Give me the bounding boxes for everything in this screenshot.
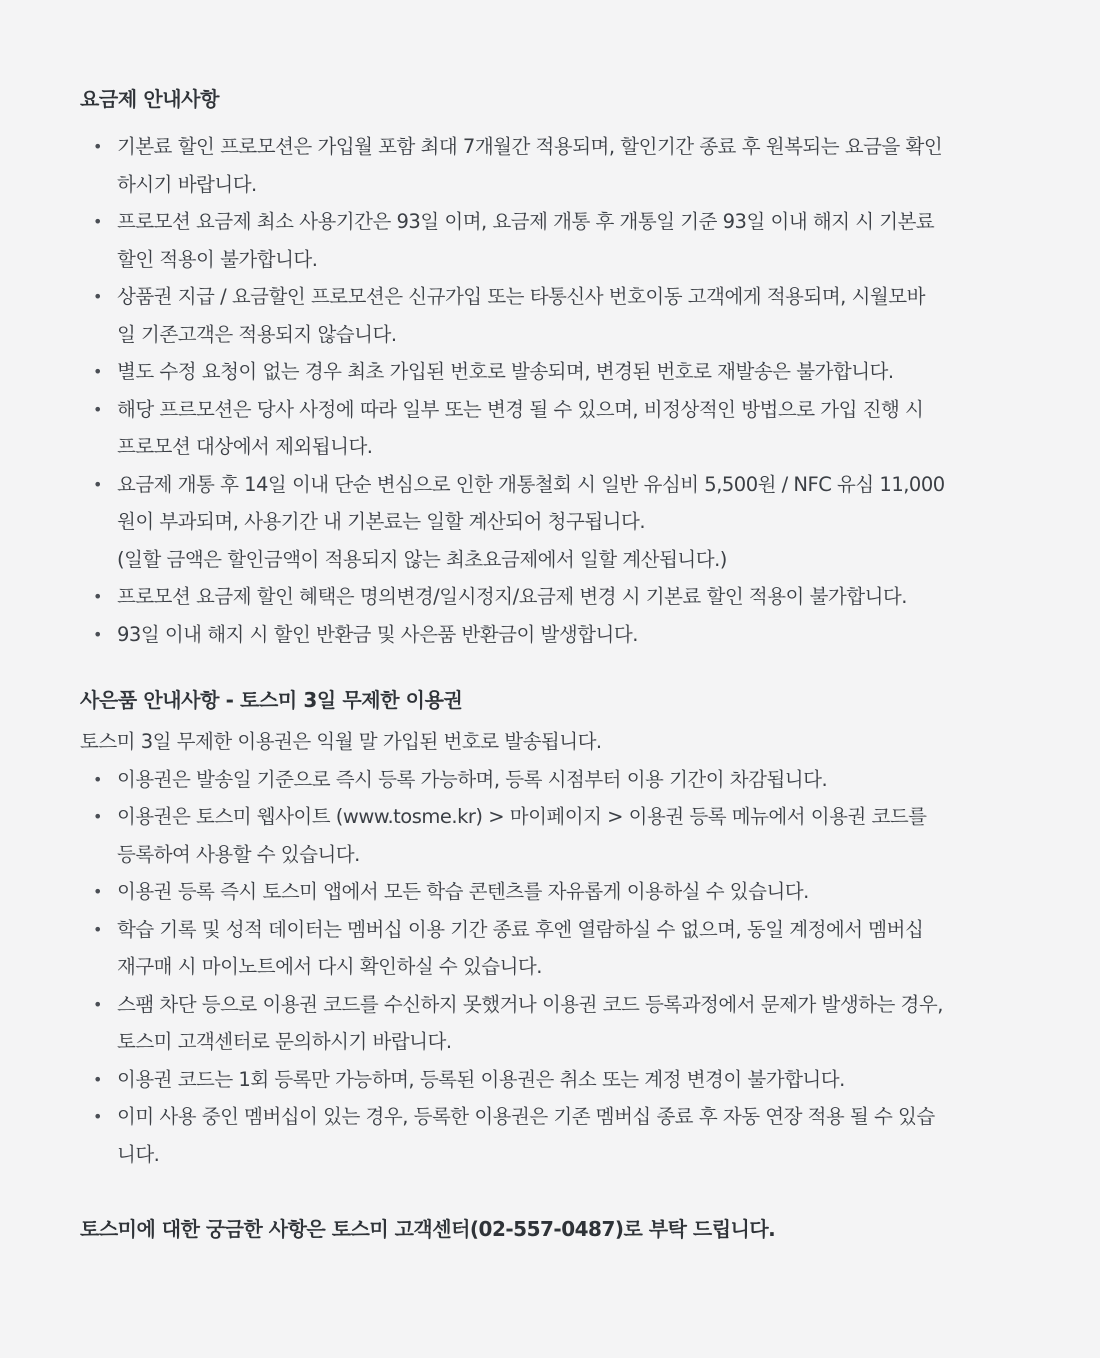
list-item: [80, 616, 1020, 654]
bullet-icon: •: [93, 137, 102, 156]
list-item: [80, 466, 1020, 579]
list-item-text: 학습 기록 및 성적 데이터는 멤버십 이용 기간 종료 후엔 열람하실 수 없으며, 동일 계정에서 멤버십 재구매 시 마이노트에서 다시 확인하실 수 있습니다.: [117, 917, 924, 978]
list-item: [80, 873, 1020, 911]
list-item-text: 스팸 차단 등으로 이용권 코드를 수신하지 못했거나 이용권 코드 등록과정에서 문제가 발생하는 경우, 토스미 고객센터로 문의하시기 바랍니다.: [117, 992, 943, 1053]
bullet-icon: •: [93, 919, 102, 939]
bullet-icon: •: [93, 587, 102, 606]
plan-notice-section: [80, 84, 1020, 653]
gift-notice-list: [80, 761, 1020, 1174]
list-item-text: 별도 수정 요청이 없는 경우 최초 가입된 번호로 발송되며, 변경된 번호로 재발송은 불가합니다.: [117, 360, 894, 383]
bullet-icon: •: [93, 474, 102, 494]
list-item-text: 프로모션 요금제 최소 사용기간은 93일 이며, 요금제 개통 후 개통일 기준 93일 이내 해지 시 기본료 할인 적용이 불가합니다.: [117, 210, 935, 271]
list-item-text: 프로모션 요금제 할인 혜택은 명의변경/일시정지/요금제 변경 시 기본료 할인 적용이 불가합니다.: [117, 585, 907, 608]
gift-notice-section: [80, 685, 1020, 1173]
gift-notice-title: 사은품 안내사항 - 토스미 3일 무제한 이용권: [80, 688, 463, 712]
list-item-text: 해당 프르모션은 당사 사정에 따라 일부 또는 변경 될 수 있으며, 비정상적인 방법으로 가입 진행 시 프로모션 대상에서 제외됩니다.: [117, 397, 924, 458]
list-item-text: 이미 사용 중인 멤버십이 있는 경우, 등록한 이용권은 기존 멤버십 종료 후 자동 연장 적용 될 수 있습 니다.: [117, 1105, 935, 1166]
list-item-text: 이용권 코드는 1회 등록만 가능하며, 등록된 이용권은 취소 또는 계정 변경이 불가합니다.: [117, 1067, 845, 1091]
list-item-text: 상품권 지급 / 요금할인 프로모션은 신규가입 또는 타통신사 번호이동 고객에게 적용되며, 시월모바 일 기존고객은 적용되지 않습니다.: [117, 285, 925, 346]
bullet-icon: •: [93, 1107, 102, 1126]
bullet-icon: •: [93, 994, 102, 1014]
bullet-icon: •: [93, 807, 102, 826]
bullet-icon: •: [93, 399, 102, 419]
plan-notice-list: [80, 128, 1020, 653]
bullet-icon: •: [93, 624, 102, 644]
list-item: [80, 391, 1020, 466]
customer-center-note: 토스미에 대한 궁금한 사항은 토스미 고객센터(02-557-0487)로 부탁 드립니다.: [80, 1217, 776, 1241]
list-item: [80, 1098, 1020, 1173]
list-item-text: 93일 이내 해지 시 할인 반환금 및 사은품 반환금이 발생합니다.: [117, 622, 638, 646]
bullet-icon: •: [93, 769, 102, 789]
list-item: [80, 278, 1020, 353]
bullet-icon: •: [93, 287, 102, 306]
list-item: [80, 203, 1020, 278]
bullet-icon: •: [93, 362, 102, 381]
list-item: [80, 353, 1020, 391]
list-item-text: 기본료 할인 프로모션은 가입월 포함 최대 7개월간 적용되며, 할인기간 종료 후 원복되는 요금을 확인 하시기 바랍니다.: [117, 135, 943, 196]
bullet-icon: •: [93, 212, 102, 231]
list-item-text: 요금제 개통 후 14일 이내 단순 변심으로 인한 개통철회 시 일반 유심비 5,500원 / NFC 유심 11,000 원이 부과되며, 사용기간 내 기본료는 일할 계산되어 청구됩니다. (일할 금액은 할인금액이 적용되지 않는 최초요금제에서 일할 계산됩니다.): [117, 472, 945, 571]
list-item-text: 이용권 등록 즉시 토스미 앱에서 모든 학습 콘텐츠를 자유롭게 이용하실 수 있습니다.: [117, 880, 809, 903]
gift-notice-intro: 토스미 3일 무제한 이용권은 익월 말 가입된 번호로 발송됩니다.: [80, 730, 602, 753]
list-item: [80, 798, 1020, 873]
list-item: [80, 986, 1020, 1061]
list-item-text: 이용권은 발송일 기준으로 즉시 등록 가능하며, 등록 시점부터 이용 기간이 차감됩니다.: [117, 767, 828, 791]
list-item: [80, 1061, 1020, 1099]
list-item: [80, 128, 1020, 203]
plan-notice-title: 요금제 안내사항: [80, 87, 220, 111]
list-item-text: 이용권은 토스미 웹사이트 (www.tosme.kr) > 마이페이지 > 이용권 등록 메뉴에서 이용권 코드를 등록하여 사용할 수 있습니다.: [117, 805, 927, 866]
list-item: [80, 911, 1020, 986]
list-item: [80, 578, 1020, 616]
list-item: [80, 761, 1020, 799]
bullet-icon: •: [93, 1069, 102, 1089]
bullet-icon: •: [93, 882, 102, 901]
